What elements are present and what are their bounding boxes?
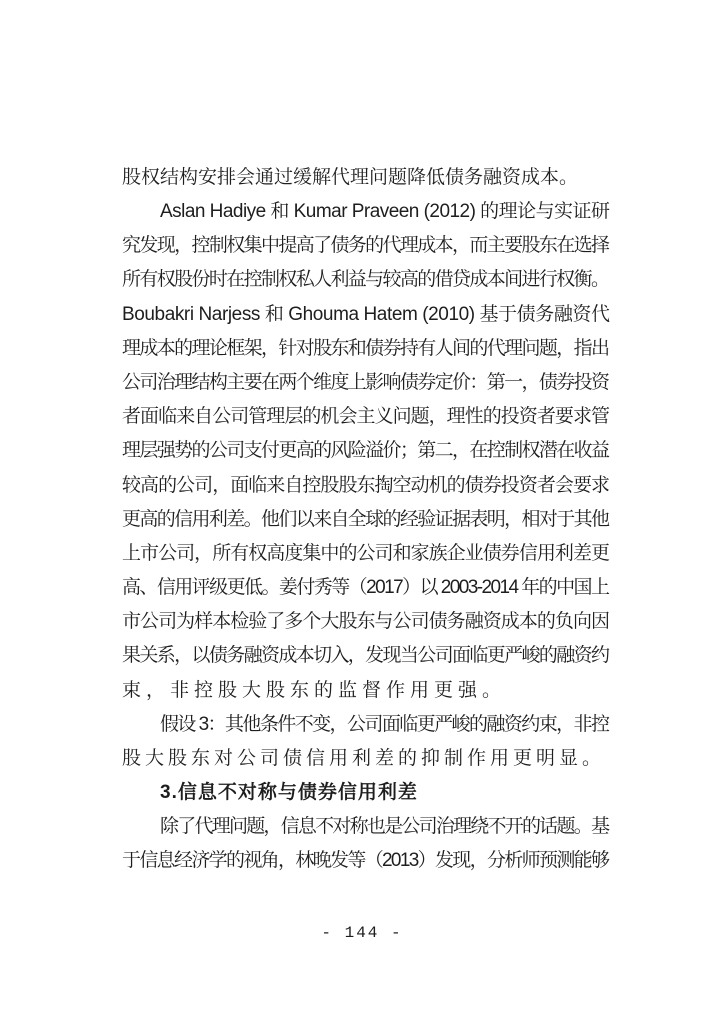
paragraph-line [122,605,610,639]
paragraph-line [122,639,610,673]
section-heading [160,776,610,810]
line-text: 所有权股份时在控制权私人利益与较高的借贷成本间进行权衡。 [122,269,609,290]
paragraph-line [122,298,610,332]
paragraph-line [122,844,610,878]
line-text: 更高的信用利差。他们以来自全球的经验证据表明，相对于其他 [122,509,609,530]
line-text: 除了代理问题，信息不对称也是公司治理绕不开的话题。基 [160,816,609,837]
line-text: 理层强势的公司支付更高的风险溢价；第二，在控制权潜在收益 [122,440,609,461]
paragraph-line [122,571,610,605]
page-number: - 144 - [321,924,403,942]
line-text: 股权结构安排会通过缓解代理问题降低债务融资成本。 [122,167,579,188]
paragraph-line [122,332,610,366]
line-text: 高、信用评级更低。姜付秀等（2017）以 2003-2014 年的中国上 [122,577,609,598]
line-text: 理成本的理论框架，针对股东和债券持有人间的代理问题，指出 [122,338,609,359]
hypothesis-line [160,708,610,742]
paragraph-line [122,537,610,571]
line-text: 市公司为样本检验了多个大股东与公司债务融资成本的负向因 [122,611,610,632]
paragraph-line [160,810,610,844]
paragraph-line [122,263,610,297]
line-text: 果关系，以债务融资成本切入，发现当公司面临更严峻的融资约 [122,645,609,666]
line-text: 假设 3：其他条件不变，公司面临更严峻的融资约束，非控 [160,714,609,735]
paragraph-line [160,195,610,229]
paragraph-line [122,503,610,537]
line-text: 究发现，控制权集中提高了债务的代理成本，而主要股东在选择 [122,235,609,256]
line-text: 上市公司，所有权高度集中的公司和家族企业债券信用利差更 [122,543,610,564]
paragraph-line [122,366,610,400]
line-text: Aslan Hadiye 和 Kumar Praveen (2012) 的理论与实证研 [160,201,610,222]
paragraph-line [122,469,610,503]
line-text: 公司治理结构主要在两个维度上影响债券定价：第一，债券投资 [122,372,609,393]
line-text: 于信息经济学的视角，林晚发等（2013）发现，分析师预测能够 [122,850,609,871]
line-text: 较高的公司，面临来自控股股东掏空动机的债券投资者会要求 [122,475,610,496]
line-text: 股大股东对公司债信用利差的抑制作用更明显。 [122,748,606,769]
line-text: 3.信息不对称与债券信用利差 [160,782,418,803]
line-text: 束，非控股大股东的监督作用更强。 [122,680,507,701]
paragraph-line [122,674,610,708]
hypothesis-line [122,742,610,776]
paragraph-line [122,434,610,468]
paragraph-line [122,229,610,263]
line-text: 者面临来自公司管理层的机会主义问题，理性的投资者要求管 [122,406,610,427]
paragraph-line [122,161,610,195]
line-text: Boubakri Narjess 和 Ghouma Hatem (2010) 基于债务融资代 [122,304,610,325]
paragraph-line [122,400,610,434]
